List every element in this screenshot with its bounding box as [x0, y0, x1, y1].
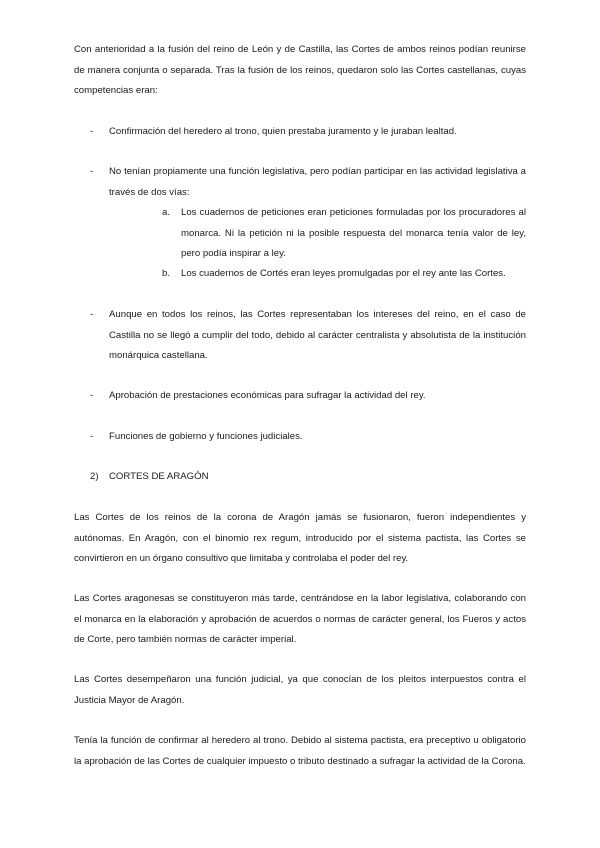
bullet-marker: -	[90, 390, 94, 401]
body-paragraph: Las Cortes desempeñaron una función judicial, ya que conocían de los pleitos interpuestos contra el Justicia Mayor de Aragón.	[74, 674, 526, 706]
bullet-marker: -	[90, 166, 94, 177]
bullet-marker: -	[90, 126, 94, 137]
bullet-text: Aprobación de prestaciones económicas para sufragar la actividad del rey.	[109, 390, 426, 401]
sublist-marker: b.	[162, 268, 171, 279]
sublist-marker: a.	[162, 207, 171, 218]
bullet-marker: -	[90, 431, 94, 442]
intro-paragraph: Con anterioridad a la fusión del reino de León y de Castilla, las Cortes de ambos reinos podían reunirse de manera conjunta o separada. Tras la fusión de los reinos, quedaron solo las Cortes castellanas, cuyas competencias eran:	[74, 44, 526, 96]
bullet-text: No tenían propiamente una función legislativa, pero podían participar en las actividad legislativa a través de dos vías:	[109, 166, 526, 198]
bullet-text: Confirmación del heredero al trono, quien prestaba juramento y le juraban lealtad.	[109, 126, 457, 137]
body-paragraph: Tenía la función de confirmar al heredero al trono. Debido al sistema pactista, era preceptivo u obligatorio la aprobación de las Cortes de cualquier impuesto o tributo destinado a sufragar la actividad de la Corona.	[74, 735, 526, 767]
body-paragraph: Las Cortes aragonesas se constituyeron más tarde, centrándose en la labor legislativa, colaborando con el monarca en la elaboración y aprobación de acuerdos o normas de carácter general, los Fueros y actos de Corte, pero también normas de carácter imperial.	[74, 593, 526, 645]
sublist-text: Los cuadernos de peticiones eran peticiones formuladas por los procuradores al monarca. Ni la petición ni la posible respuesta del monarca tenía valor de ley, pero podía inspirar a ley.	[181, 207, 526, 259]
bullet-text: Aunque en todos los reinos, las Cortes representaban los intereses del reino, en el caso de Castilla no se llegó a cumplir del todo, debido al carácter centralista y absolutista de la institución monárquica castellana.	[109, 309, 526, 361]
bullet-marker: -	[90, 309, 94, 320]
bullet-text: Funciones de gobierno y funciones judiciales.	[109, 431, 303, 442]
section-heading: CORTES DE ARAGÓN	[109, 471, 209, 482]
sublist-text: Los cuadernos de Cortés eran leyes promulgadas por el rey ante las Cortes.	[181, 268, 506, 279]
section-number: 2)	[90, 471, 99, 482]
body-paragraph: Las Cortes de los reinos de la corona de Aragón jamás se fusionaron, fueron independientes y autónomas. En Aragón, con el binomio rex regum, introducido por el sistema pactista, las Cortes se convirtieron en un órgano consultivo que limitaba y controlaba el poder del rey.	[74, 512, 526, 564]
